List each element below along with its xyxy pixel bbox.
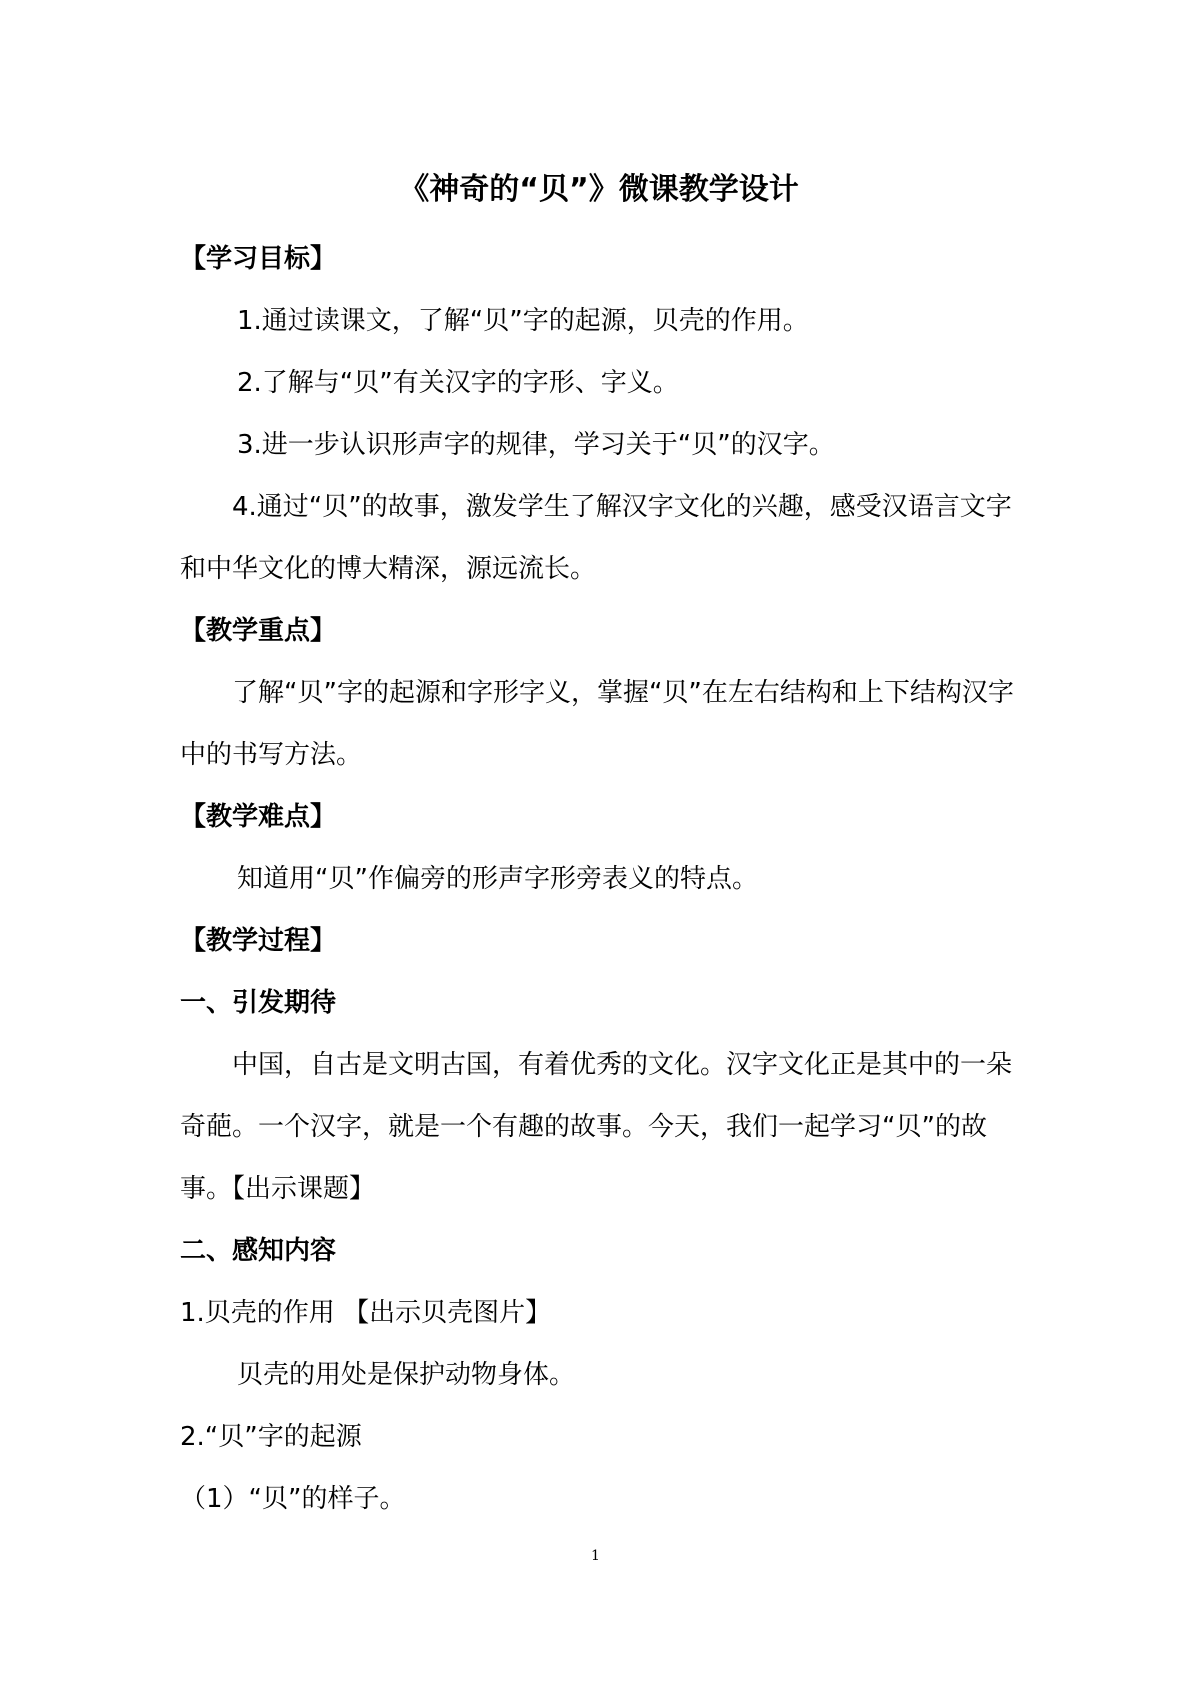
key-points-text: 了解“贝”字的起源和字形字义，掌握“贝”在左右结构和上下结构汉字中的书写方法。 bbox=[180, 678, 1014, 770]
objective-item: 4.通过“贝”的故事，激发学生了解汉字文化的兴趣，感受汉语言文字和中华文化的博大精深，源远流长。 bbox=[180, 492, 1012, 584]
objective-item: 1.通过读课文，了解“贝”字的起源，贝壳的作用。 bbox=[237, 306, 809, 336]
section-heading: 一、引发期待 bbox=[180, 988, 337, 1018]
subsection-text: 贝壳的用处是保护动物身体。 bbox=[237, 1360, 576, 1390]
document-body bbox=[180, 168, 1018, 1530]
subsection-item: （1）“贝”的样子。 bbox=[180, 1484, 406, 1514]
objectives-heading: 【学习目标】 bbox=[180, 244, 337, 274]
difficulty-text: 知道用“贝”作偏旁的形声字形旁表义的特点。 bbox=[237, 864, 758, 894]
key-points-heading: 【教学重点】 bbox=[180, 616, 337, 646]
page-title: 《神奇的“贝”》微课教学设计 bbox=[399, 172, 799, 207]
page-number: 1 bbox=[591, 1548, 600, 1564]
section-text: 中国，自古是文明古国，有着优秀的文化。汉字文化正是其中的一朵奇葩。一个汉字，就是一个有趣的故事。今天，我们一起学习“贝”的故事。【出示课题】 bbox=[180, 1050, 1013, 1204]
objective-item: 2.了解与“贝”有关汉字的字形、字义。 bbox=[237, 368, 679, 398]
difficulty-heading: 【教学难点】 bbox=[180, 802, 337, 832]
process-heading: 【教学过程】 bbox=[180, 926, 337, 956]
subsection-heading: 1.贝壳的作用 【出示贝壳图片】 bbox=[180, 1298, 552, 1328]
objective-item: 3.进一步认识形声字的规律，学习关于“贝”的汉字。 bbox=[237, 430, 835, 460]
subsection-heading: 2.“贝”字的起源 bbox=[180, 1422, 362, 1452]
section-heading: 二、感知内容 bbox=[180, 1236, 337, 1266]
